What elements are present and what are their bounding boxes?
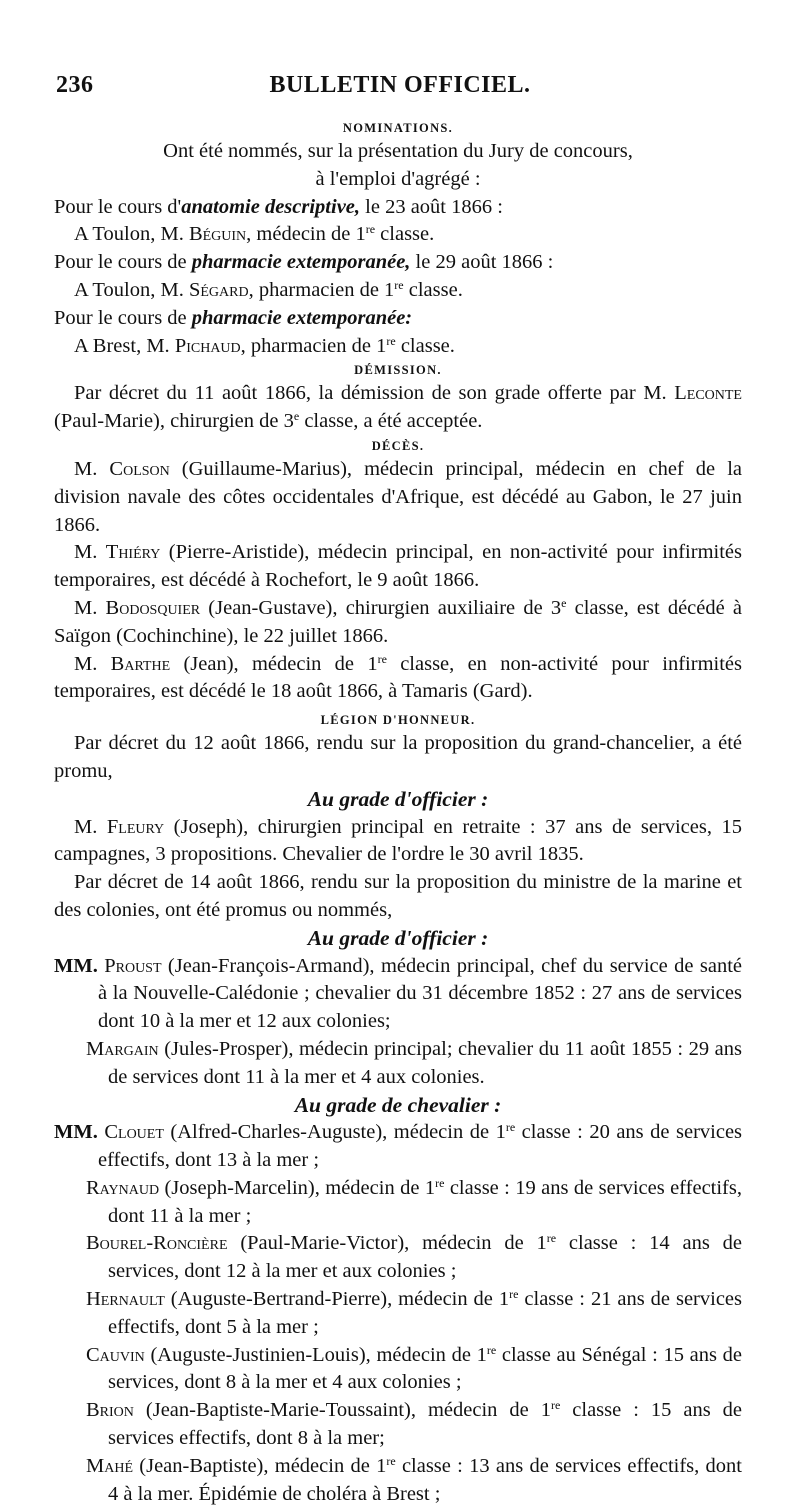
person-name: Colson <box>109 457 170 480</box>
person-name: Béguin <box>188 223 247 246</box>
section-heading-deces: DÉCÈS. <box>371 438 425 453</box>
person-name: Raynaud <box>86 1176 160 1199</box>
page-content <box>54 118 742 1508</box>
person-name: Barthe <box>110 652 171 675</box>
page-number: 236 <box>56 72 94 98</box>
person-name: Clouet <box>104 1121 164 1144</box>
legion-entry-margain: Margain (Jules-Prosper), médecin principal; chevalier du 11 août 1855 : 29 ans de services dont 11 à la mer et 4 aux colonies. <box>86 1037 742 1088</box>
deces-entry-colson: M. Colson (Guillaume-Marius), médecin principal, médecin en chef de la division navale des côtes occidentales d'Afrique, est décédé au Gabon, le 27 juin 1866. <box>54 457 742 536</box>
legion-entry-fleury: M. Fleury (Joseph), chirurgien principal en retraite : 37 ans de services, 15 campagnes, 3 propositions. Chevalier de l'ordre le 30 avril 1835. <box>54 815 742 866</box>
person-name: Leconte <box>674 382 742 405</box>
person-name: Brion <box>86 1399 134 1422</box>
nominations-intro-2: à l'emploi d'agrégé : <box>315 167 481 190</box>
legion-entry-raynaud: Raynaud (Joseph-Marcelin), médecin de 1re classe : 19 ans de services effectifs, dont 11 à la mer ; <box>86 1175 742 1227</box>
section-heading-nominations: NOMINATIONS. <box>342 121 454 135</box>
legion-entry-bourel-ronciere: Bourel-Roncière (Paul-Marie-Victor), médecin de 1re classe : 14 ans de services, dont 12 à la mer et aux colonies ; <box>86 1231 742 1283</box>
deces-entry-barthe: M. Barthe (Jean), médecin de 1re classe, en non-activité pour infirmités temporaires, est décédé le 18 août 1866, à Tamaris (Gard). <box>54 651 742 703</box>
grade-heading-officier-2: Au grade d'officier : <box>307 925 489 950</box>
legion-entry-mahe: Mahé (Jean-Baptiste), médecin de 1re classe : 13 ans de services effectifs, dont 4 à la mer. Épidémie de choléra à Brest ; <box>86 1453 742 1505</box>
person-name: Ségard <box>188 278 249 301</box>
person-name: Fleury <box>106 815 165 838</box>
legion-entry-brion: Brion (Jean-Baptiste-Marie-Toussaint), médecin de 1re classe : 15 ans de services effectifs, dont 8 à la mer; <box>86 1398 743 1450</box>
person-name: Thiéry <box>105 541 161 564</box>
nominations-intro-1: Ont été nommés, sur la présentation du Jury de concours, <box>163 140 633 162</box>
legion-decree-1: Par décret du 12 août 1866, rendu sur la proposition du grand-chancelier, a été promu, <box>54 732 742 782</box>
person-name: Bodosquier <box>105 596 201 619</box>
legion-decree-2: Par décret de 14 août 1866, rendu sur la proposition du ministre de la marine et des colonies, ont été promus ou nommés, <box>54 871 742 921</box>
deces-entry-bodosquier: M. Bodosquier (Jean-Gustave), chirurgien auxiliaire de 3e classe, est décédé à Saïgon (Cochinchine), le 22 juillet 1866. <box>54 595 742 647</box>
person-name: Proust <box>104 954 162 977</box>
person-name: Hernault <box>86 1288 165 1311</box>
legion-entry-cauvin: Cauvin (Auguste-Justinien-Louis), médecin de 1re classe au Sénégal : 15 ans de services, dont 8 à la mer et 4 aux colonies ; <box>86 1342 742 1394</box>
grade-heading-chevalier: Au grade de chevalier : <box>294 1092 502 1117</box>
deces-entry-thiery: M. Thiéry (Pierre-Aristide), médecin principal, en non-activité pour infirmités temporaires, est décédé à Rochefort, le 9 août 1866. <box>54 541 742 592</box>
course-2-person: A Toulon, M. Ségard, pharmacien de 1re classe. <box>74 277 463 301</box>
course-1-person: A Toulon, M. Béguin, médecin de 1re classe. <box>74 222 435 246</box>
demission-paragraph: Par décret du 11 août 1866, la démission de son grade offerte par M. Leconte (Paul-Marie), chirurgien de 3e classe, a été acceptée. <box>54 382 742 433</box>
course-3-person: A Brest, M. Pichaud, pharmacien de 1re classe. <box>74 333 455 357</box>
section-heading-demission: DÉMISSION. <box>354 363 442 378</box>
person-name: Mahé <box>86 1454 134 1477</box>
section-heading-legion: LÉGION D'HONNEUR. <box>320 713 476 728</box>
person-name: Cauvin <box>86 1343 145 1366</box>
legion-entry-hernault: Hernault (Auguste-Bertrand-Pierre), médecin de 1re classe : 21 ans de services effectifs, dont 5 à la mer ; <box>86 1287 743 1338</box>
running-title: BULLETIN OFFICIEL. <box>269 72 531 98</box>
person-name: Pichaud <box>174 334 241 357</box>
person-name: Margain <box>86 1037 159 1060</box>
grade-heading-officier-1: Au grade d'officier : <box>307 786 489 811</box>
course-1-line: Pour le cours d'anatomie descriptive, le 23 août 1866 : <box>54 195 503 218</box>
course-2-line: Pour le cours de pharmacie extemporanée, le 29 août 1866 : <box>54 251 554 274</box>
person-name: Bourel-Roncière <box>86 1232 228 1255</box>
legion-entry-clouet: MM. Clouet (Alfred-Charles-Auguste), médecin de 1re classe : 20 ans de services effectifs, dont 13 à la mer ; <box>54 1120 743 1172</box>
course-3-line: Pour le cours de pharmacie extemporanée: <box>54 306 413 329</box>
legion-entry-proust: MM. Proust (Jean-François-Armand), médecin principal, chef du service de santé à la Nouvelle-Calédonie ; chevalier du 31 décembre 1852 : 27 ans de services dont 10 à la mer et 12 aux colonies; <box>54 954 742 1033</box>
